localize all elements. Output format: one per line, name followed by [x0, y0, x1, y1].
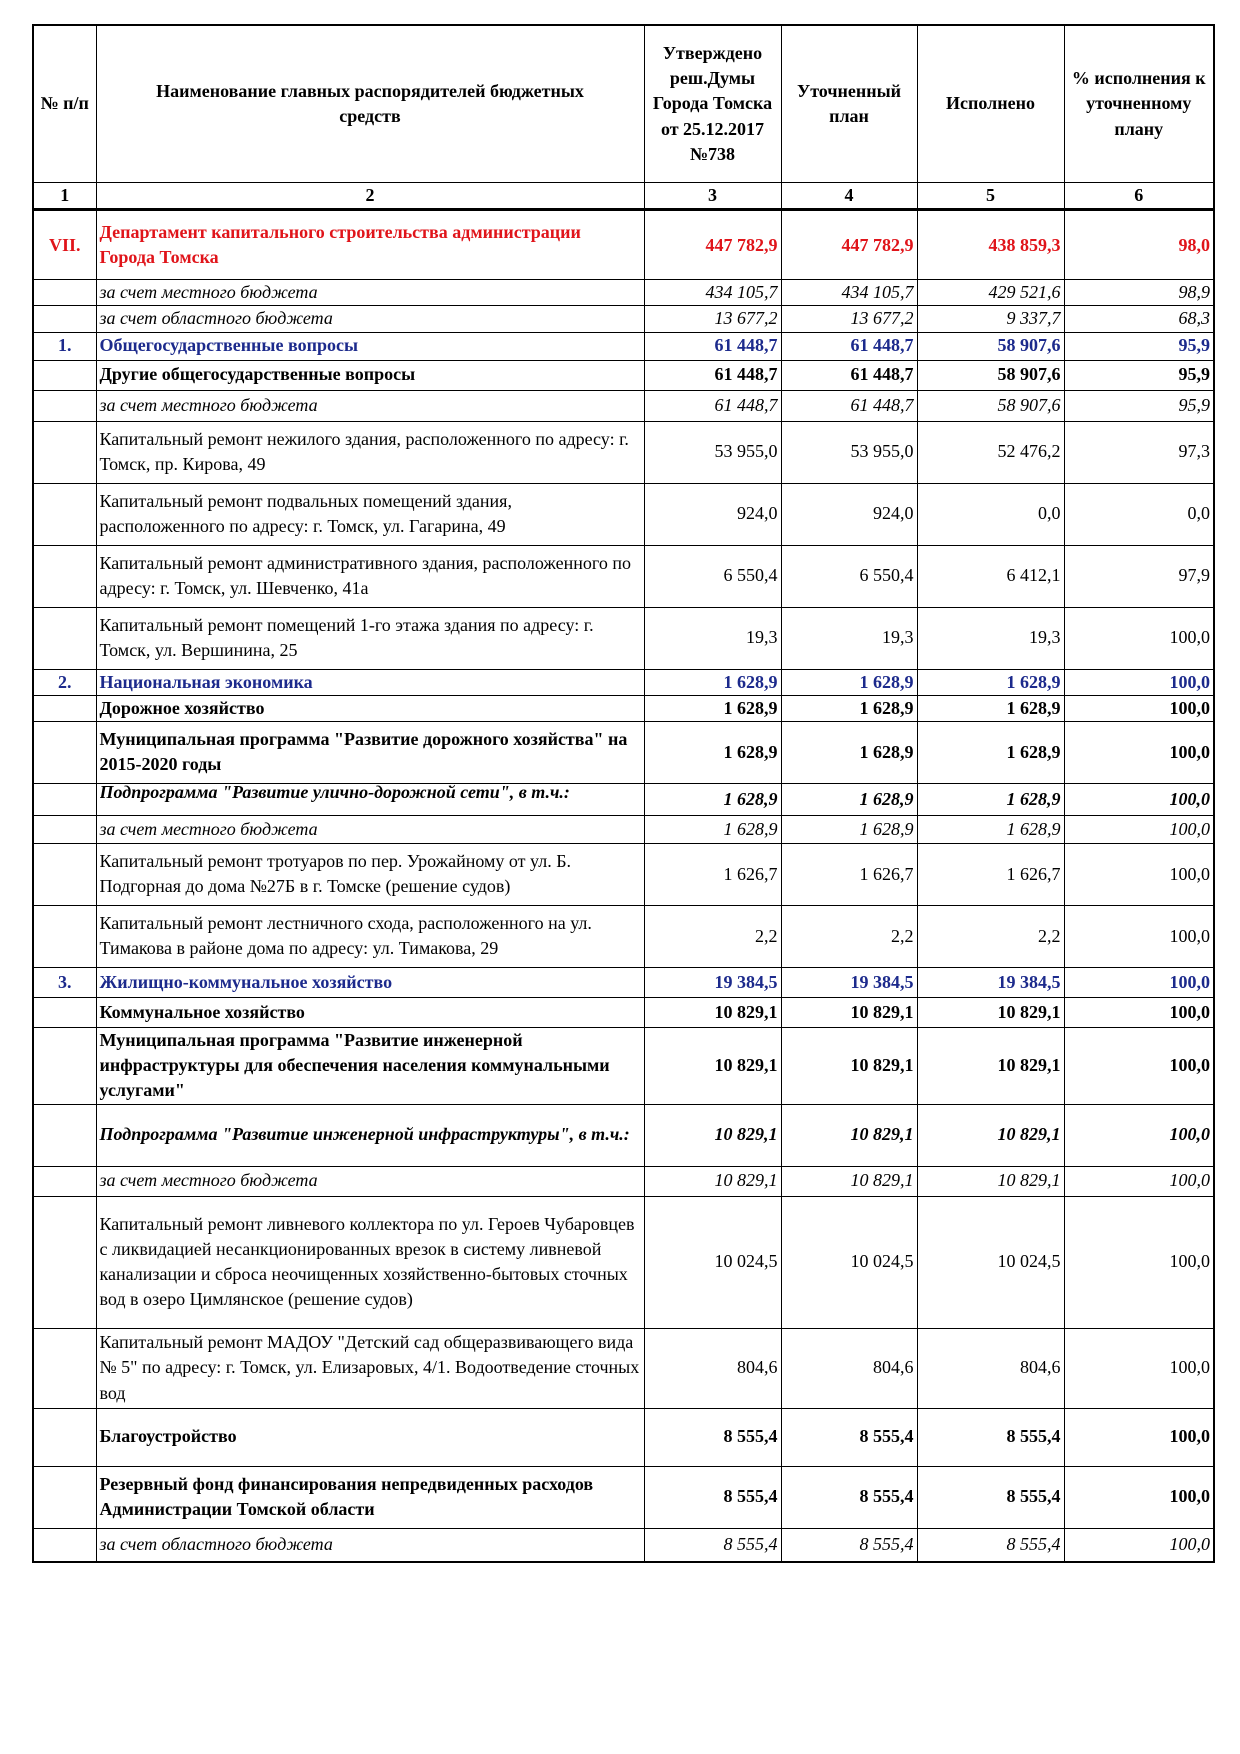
cell-refined: 1 628,9 — [781, 669, 917, 695]
cell-percent: 100,0 — [1064, 815, 1214, 843]
cell-name: за счет областного бюджета — [96, 306, 644, 332]
cell-name: Департамент капитального строительства администрации Города Томска — [96, 210, 644, 280]
cell-percent: 100,0 — [1064, 721, 1214, 783]
cell-name: Резервный фонд финансирования непредвиденных расходов Администрации Томской области — [96, 1466, 644, 1528]
cell-no — [33, 1196, 96, 1328]
cell-executed: 1 628,9 — [917, 669, 1064, 695]
cell-no — [33, 421, 96, 483]
cell-executed: 10 829,1 — [917, 1166, 1064, 1196]
cell-approved: 1 628,9 — [644, 669, 781, 695]
cell-name: Капитальный ремонт тротуаров по пер. Урожайному от ул. Б. Подгорная до дома №27Б в г. Томске (решение судов) — [96, 843, 644, 905]
cell-percent: 95,9 — [1064, 360, 1214, 390]
cell-percent: 97,3 — [1064, 421, 1214, 483]
cell-approved: 53 955,0 — [644, 421, 781, 483]
cell-approved: 61 448,7 — [644, 360, 781, 390]
cell-percent: 100,0 — [1064, 695, 1214, 721]
cell-name: Коммунальное хозяйство — [96, 997, 644, 1027]
cell-executed: 1 628,9 — [917, 783, 1064, 815]
cell-name: Муниципальная программа "Развитие инженерной инфраструктуры для обеспечения населения коммунальными услугами" — [96, 1027, 644, 1104]
cell-executed: 1 628,9 — [917, 815, 1064, 843]
cell-executed: 1 628,9 — [917, 721, 1064, 783]
cell-percent: 100,0 — [1064, 669, 1214, 695]
cell-no — [33, 483, 96, 545]
cell-name: Капитальный ремонт ливневого коллектора по ул. Героев Чубаровцев с ликвидацией несанкционированных врезок в систему ливневой канализации и сброса неочищенных хозяйственно-бытовых сточных вод в озеро Цимлянское (решение судов) — [96, 1196, 644, 1328]
column-number: 1 — [33, 183, 96, 210]
cell-percent: 100,0 — [1064, 607, 1214, 669]
cell-percent: 100,0 — [1064, 1528, 1214, 1562]
cell-name: Капитальный ремонт подвальных помещений здания, расположенного по адресу: г. Томск, ул. Гагарина, 49 — [96, 483, 644, 545]
cell-executed: 8 555,4 — [917, 1408, 1064, 1466]
column-number: 4 — [781, 183, 917, 210]
cell-approved: 2,2 — [644, 905, 781, 967]
table-row — [33, 1027, 1214, 1104]
cell-no — [33, 695, 96, 721]
cell-executed: 58 907,6 — [917, 390, 1064, 421]
table-row — [33, 721, 1214, 783]
table-row — [33, 1408, 1214, 1466]
cell-executed: 58 907,6 — [917, 360, 1064, 390]
cell-name: Дорожное хозяйство — [96, 695, 644, 721]
cell-refined: 13 677,2 — [781, 306, 917, 332]
cell-no — [33, 1466, 96, 1528]
cell-name: Капитальный ремонт МАДОУ "Детский сад общеразвивающего вида № 5" по адресу: г. Томск, ул. Елизаровых, 4/1. Водоотведение сточных вод — [96, 1328, 644, 1408]
cell-refined: 8 555,4 — [781, 1528, 917, 1562]
cell-executed: 10 829,1 — [917, 997, 1064, 1027]
cell-executed: 9 337,7 — [917, 306, 1064, 332]
column-numbers-row — [33, 183, 1214, 210]
cell-name: Капитальный ремонт административного здания, расположенного по адресу: г. Томск, ул. Шевченко, 41а — [96, 545, 644, 607]
cell-refined: 10 024,5 — [781, 1196, 917, 1328]
cell-name: Капитальный ремонт нежилого здания, расположенного по адресу: г. Томск, пр. Кирова, 49 — [96, 421, 644, 483]
cell-executed: 10 829,1 — [917, 1104, 1064, 1166]
cell-executed: 6 412,1 — [917, 545, 1064, 607]
cell-executed: 58 907,6 — [917, 332, 1064, 360]
cell-no — [33, 905, 96, 967]
cell-no — [33, 1528, 96, 1562]
cell-percent: 98,0 — [1064, 210, 1214, 280]
cell-no: 2. — [33, 669, 96, 695]
cell-approved: 61 448,7 — [644, 390, 781, 421]
cell-name: Благоустройство — [96, 1408, 644, 1466]
cell-no — [33, 1166, 96, 1196]
cell-refined: 53 955,0 — [781, 421, 917, 483]
cell-percent: 100,0 — [1064, 1328, 1214, 1408]
cell-no — [33, 1328, 96, 1408]
cell-executed: 10 829,1 — [917, 1027, 1064, 1104]
cell-refined: 1 628,9 — [781, 783, 917, 815]
table-row — [33, 815, 1214, 843]
cell-executed: 52 476,2 — [917, 421, 1064, 483]
cell-executed: 804,6 — [917, 1328, 1064, 1408]
cell-approved: 1 628,9 — [644, 815, 781, 843]
table-row — [33, 1166, 1214, 1196]
cell-refined: 6 550,4 — [781, 545, 917, 607]
cell-refined: 19,3 — [781, 607, 917, 669]
table-row — [33, 1328, 1214, 1408]
column-number: 3 — [644, 183, 781, 210]
cell-approved: 1 628,9 — [644, 695, 781, 721]
cell-percent: 100,0 — [1064, 843, 1214, 905]
cell-executed: 438 859,3 — [917, 210, 1064, 280]
table-row — [33, 905, 1214, 967]
cell-name — [96, 783, 644, 815]
cell-refined: 1 626,7 — [781, 843, 917, 905]
cell-approved: 1 626,7 — [644, 843, 781, 905]
cell-approved: 10 829,1 — [644, 1104, 781, 1166]
table-row — [33, 280, 1214, 306]
cell-refined: 10 829,1 — [781, 1104, 917, 1166]
cell-percent: 100,0 — [1064, 967, 1214, 997]
cell-name: Национальная экономика — [96, 669, 644, 695]
cell-no — [33, 815, 96, 843]
cell-executed: 10 024,5 — [917, 1196, 1064, 1328]
cell-name: Общегосударственные вопросы — [96, 332, 644, 360]
header-row — [33, 25, 1214, 183]
table-row — [33, 545, 1214, 607]
cell-approved: 434 105,7 — [644, 280, 781, 306]
cell-refined: 8 555,4 — [781, 1408, 917, 1466]
cell-approved: 1 628,9 — [644, 783, 781, 815]
cell-no — [33, 1104, 96, 1166]
cell-refined: 10 829,1 — [781, 1027, 917, 1104]
cell-approved: 19,3 — [644, 607, 781, 669]
cell-approved: 924,0 — [644, 483, 781, 545]
cell-refined: 2,2 — [781, 905, 917, 967]
header-name: Наименование главных распорядителей бюджетных средств — [96, 25, 644, 183]
table-row — [33, 332, 1214, 360]
cell-refined: 61 448,7 — [781, 360, 917, 390]
table-row — [33, 695, 1214, 721]
cell-name: Капитальный ремонт помещений 1-го этажа здания по адресу: г. Томск, ул. Вершинина, 25 — [96, 607, 644, 669]
table-row — [33, 1196, 1214, 1328]
table-row — [33, 607, 1214, 669]
cell-executed: 2,2 — [917, 905, 1064, 967]
cell-approved: 804,6 — [644, 1328, 781, 1408]
cell-approved: 61 448,7 — [644, 332, 781, 360]
cell-refined: 1 628,9 — [781, 721, 917, 783]
cell-percent: 95,9 — [1064, 390, 1214, 421]
cell-name: за счет местного бюджета — [96, 390, 644, 421]
table-row — [33, 1104, 1214, 1166]
cell-approved: 13 677,2 — [644, 306, 781, 332]
cell-refined: 19 384,5 — [781, 967, 917, 997]
cell-approved: 1 628,9 — [644, 721, 781, 783]
cell-approved: 8 555,4 — [644, 1408, 781, 1466]
cell-percent: 100,0 — [1064, 1104, 1214, 1166]
cell-executed: 19 384,5 — [917, 967, 1064, 997]
cell-name: за счет местного бюджета — [96, 1166, 644, 1196]
cell-name: за счет местного бюджета — [96, 280, 644, 306]
cell-no — [33, 783, 96, 815]
cell-no — [33, 721, 96, 783]
cell-no: 1. — [33, 332, 96, 360]
cell-approved: 10 829,1 — [644, 1166, 781, 1196]
cell-refined: 1 628,9 — [781, 815, 917, 843]
cell-no — [33, 390, 96, 421]
cell-no: VII. — [33, 210, 96, 280]
header-approved: Утверждено реш.Думы Города Томска от 25.12.2017 №738 — [644, 25, 781, 183]
table-row — [33, 669, 1214, 695]
cell-no — [33, 997, 96, 1027]
cell-no — [33, 843, 96, 905]
header-no: № п/п — [33, 25, 96, 183]
table-row — [33, 1528, 1214, 1562]
cell-executed: 19,3 — [917, 607, 1064, 669]
cell-approved: 447 782,9 — [644, 210, 781, 280]
cell-approved: 10 829,1 — [644, 1027, 781, 1104]
table-row — [33, 360, 1214, 390]
cell-approved: 6 550,4 — [644, 545, 781, 607]
column-number: 2 — [96, 183, 644, 210]
cell-refined: 434 105,7 — [781, 280, 917, 306]
table-row — [33, 997, 1214, 1027]
table-row — [33, 210, 1214, 280]
cell-percent: 0,0 — [1064, 483, 1214, 545]
cell-percent: 100,0 — [1064, 997, 1214, 1027]
table-row — [33, 483, 1214, 545]
cell-refined: 61 448,7 — [781, 390, 917, 421]
cell-no — [33, 607, 96, 669]
cell-approved: 8 555,4 — [644, 1466, 781, 1528]
table-row — [33, 967, 1214, 997]
cell-no — [33, 306, 96, 332]
header-percent: % исполнения к уточненному плану — [1064, 25, 1214, 183]
cell-name: Подпрограмма "Развитие инженерной инфраструктуры", в т.ч.: — [96, 1104, 644, 1166]
cell-name: Капитальный ремонт лестничного схода, расположенного на ул. Тимакова в районе дома по адресу: ул. Тимакова, 29 — [96, 905, 644, 967]
cell-percent: 100,0 — [1064, 1196, 1214, 1328]
cell-name-text: Подпрограмма "Развитие улично-дорожной сети", в т.ч.: — [99, 783, 570, 802]
table-row — [33, 1466, 1214, 1528]
cell-refined: 447 782,9 — [781, 210, 917, 280]
table-row — [33, 390, 1214, 421]
cell-no — [33, 1027, 96, 1104]
cell-percent: 100,0 — [1064, 1466, 1214, 1528]
cell-no — [33, 280, 96, 306]
cell-name: за счет местного бюджета — [96, 815, 644, 843]
cell-name: Муниципальная программа "Развитие дорожного хозяйства" на 2015-2020 годы — [96, 721, 644, 783]
cell-percent: 100,0 — [1064, 1166, 1214, 1196]
cell-percent: 95,9 — [1064, 332, 1214, 360]
table-row — [33, 783, 1214, 815]
cell-percent: 100,0 — [1064, 1408, 1214, 1466]
cell-refined: 8 555,4 — [781, 1466, 917, 1528]
cell-percent: 100,0 — [1064, 905, 1214, 967]
cell-approved: 10 829,1 — [644, 997, 781, 1027]
table-row — [33, 421, 1214, 483]
cell-no — [33, 360, 96, 390]
cell-executed: 1 626,7 — [917, 843, 1064, 905]
cell-executed: 1 628,9 — [917, 695, 1064, 721]
cell-refined: 10 829,1 — [781, 1166, 917, 1196]
cell-refined: 804,6 — [781, 1328, 917, 1408]
cell-name: за счет областного бюджета — [96, 1528, 644, 1562]
cell-executed: 0,0 — [917, 483, 1064, 545]
cell-refined: 924,0 — [781, 483, 917, 545]
cell-no — [33, 1408, 96, 1466]
cell-refined: 10 829,1 — [781, 997, 917, 1027]
column-number: 6 — [1064, 183, 1214, 210]
cell-approved: 10 024,5 — [644, 1196, 781, 1328]
cell-name: Другие общегосударственные вопросы — [96, 360, 644, 390]
cell-percent: 97,9 — [1064, 545, 1214, 607]
cell-approved: 19 384,5 — [644, 967, 781, 997]
cell-name: Жилищно-коммунальное хозяйство — [96, 967, 644, 997]
table-row — [33, 306, 1214, 332]
cell-no — [33, 545, 96, 607]
cell-executed: 8 555,4 — [917, 1466, 1064, 1528]
cell-executed: 8 555,4 — [917, 1528, 1064, 1562]
cell-percent: 100,0 — [1064, 1027, 1214, 1104]
budget-table — [32, 24, 1215, 1563]
cell-executed: 429 521,6 — [917, 280, 1064, 306]
cell-refined: 61 448,7 — [781, 332, 917, 360]
cell-percent: 68,3 — [1064, 306, 1214, 332]
table-row — [33, 843, 1214, 905]
cell-refined: 1 628,9 — [781, 695, 917, 721]
cell-percent: 98,9 — [1064, 280, 1214, 306]
cell-no: 3. — [33, 967, 96, 997]
cell-percent: 100,0 — [1064, 783, 1214, 815]
header-refined: Уточненный план — [781, 25, 917, 183]
column-number: 5 — [917, 183, 1064, 210]
cell-approved: 8 555,4 — [644, 1528, 781, 1562]
header-executed: Исполнено — [917, 25, 1064, 183]
